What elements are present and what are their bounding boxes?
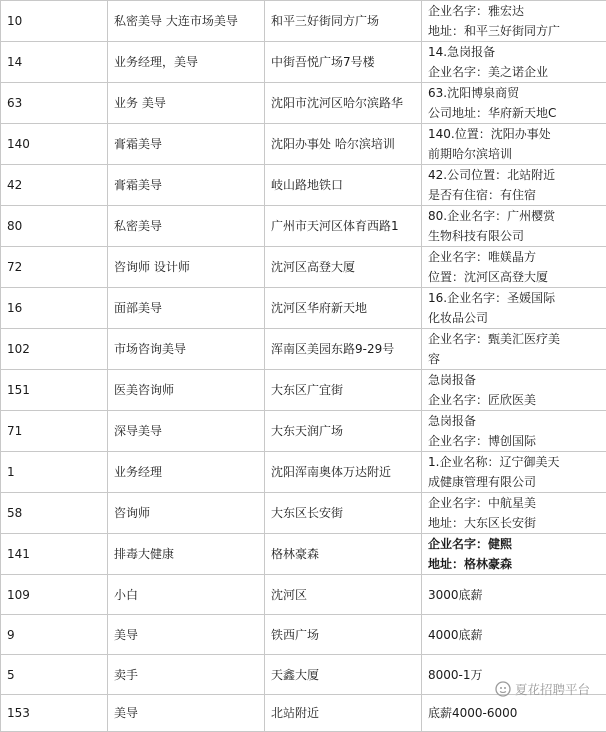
row-id-cell: 80	[1, 206, 108, 247]
info-cell	[422, 1, 606, 42]
watermark	[495, 680, 590, 698]
position-cell: 私密美导 大连市场美导	[108, 1, 265, 42]
info-line: 140.位置：沈阳办事处	[428, 124, 606, 144]
info-line: 容	[428, 349, 606, 369]
info-cell	[422, 83, 606, 124]
table-row	[1, 493, 606, 534]
location-cell: 沈阳浑南奥体万达附近	[265, 452, 422, 493]
table-row	[1, 695, 606, 732]
info-cell	[422, 534, 606, 575]
row-id-cell: 72	[1, 247, 108, 288]
info-line: 企业名字：健熙	[428, 534, 606, 554]
position-cell: 膏霜美导	[108, 165, 265, 206]
info-line: 企业名字：甄美汇医疗美	[428, 329, 606, 349]
info-cell	[422, 206, 606, 247]
location-cell: 和平三好街同方广场	[265, 1, 422, 42]
row-id-cell: 109	[1, 575, 108, 615]
info-line: 3000底薪	[428, 585, 606, 605]
info-line: 企业名字：雅宏达	[428, 1, 606, 21]
location-cell: 天鑫大厦	[265, 655, 422, 695]
info-line: 是否有住宿：有住宿	[428, 185, 606, 205]
row-id-cell: 151	[1, 370, 108, 411]
info-cell	[422, 370, 606, 411]
info-line: 企业名字：唯媄晶方	[428, 247, 606, 267]
info-line: 位置：沈河区高登大厦	[428, 267, 606, 287]
location-cell: 大东天润广场	[265, 411, 422, 452]
info-line: 63.沈阳博泉商贸	[428, 83, 606, 103]
info-line: 生物科技有限公司	[428, 226, 606, 246]
row-id-cell: 9	[1, 615, 108, 655]
row-id-cell: 102	[1, 329, 108, 370]
info-cell	[422, 247, 606, 288]
info-cell	[422, 124, 606, 165]
position-cell: 咨询师	[108, 493, 265, 534]
table-row	[1, 206, 606, 247]
row-id-cell: 58	[1, 493, 108, 534]
info-line: 前期哈尔滨培训	[428, 144, 606, 164]
position-cell: 业务 美导	[108, 83, 265, 124]
info-cell	[422, 165, 606, 206]
info-line: 企业名字：博创国际	[428, 431, 606, 451]
info-cell	[422, 42, 606, 83]
info-cell	[422, 493, 606, 534]
location-cell: 沈河区	[265, 575, 422, 615]
row-id-cell: 10	[1, 1, 108, 42]
position-cell: 业务经理	[108, 452, 265, 493]
location-cell: 沈河区高登大厦	[265, 247, 422, 288]
table-row	[1, 615, 606, 655]
table-row	[1, 411, 606, 452]
info-line: 底薪4000-6000	[428, 703, 606, 723]
table-row	[1, 165, 606, 206]
row-id-cell: 16	[1, 288, 108, 329]
info-line: 8000-1万	[428, 665, 606, 685]
info-cell	[422, 575, 606, 615]
info-line: 16.企业名字：圣媛国际	[428, 288, 606, 308]
info-line: 1.企业名称：辽宁御美天	[428, 452, 606, 472]
wechat-official-account-icon	[495, 681, 511, 697]
table-row	[1, 83, 606, 124]
position-cell: 膏霜美导	[108, 124, 265, 165]
location-cell: 大东区广宜街	[265, 370, 422, 411]
position-cell: 美导	[108, 615, 265, 655]
info-line: 企业名字：美之诺企业	[428, 62, 606, 82]
row-id-cell: 42	[1, 165, 108, 206]
location-cell: 铁西广场	[265, 615, 422, 655]
row-id-cell: 1	[1, 452, 108, 493]
table-row	[1, 575, 606, 615]
row-id-cell: 153	[1, 695, 108, 732]
info-line: 企业名字：匠欣医美	[428, 390, 606, 410]
info-cell	[422, 452, 606, 493]
position-cell: 小白	[108, 575, 265, 615]
table-row	[1, 42, 606, 83]
row-id-cell: 63	[1, 83, 108, 124]
position-cell: 美导	[108, 695, 265, 732]
info-line: 急岗报备	[428, 411, 606, 431]
location-cell: 中街吾悦广场7号楼	[265, 42, 422, 83]
table-row	[1, 534, 606, 575]
info-line: 80.企业名字：广州樱赏	[428, 206, 606, 226]
info-line: 地址：格林豪森	[428, 554, 606, 574]
location-cell: 广州市天河区体育西路1	[265, 206, 422, 247]
info-line: 地址：大东区长安街	[428, 513, 606, 533]
info-line: 14.急岗报备	[428, 42, 606, 62]
info-cell	[422, 411, 606, 452]
info-line: 化妆品公司	[428, 308, 606, 328]
location-cell: 格林豪森	[265, 534, 422, 575]
info-cell	[422, 695, 606, 732]
table-row	[1, 124, 606, 165]
location-cell: 沈河区华府新天地	[265, 288, 422, 329]
info-line: 成健康管理有限公司	[428, 472, 606, 492]
position-cell: 卖手	[108, 655, 265, 695]
info-line: 4000底薪	[428, 625, 606, 645]
info-line: 企业名字：中航星美	[428, 493, 606, 513]
location-cell: 岐山路地铁口	[265, 165, 422, 206]
position-cell: 私密美导	[108, 206, 265, 247]
row-id-cell: 140	[1, 124, 108, 165]
info-line: 42.公司位置：北站附近	[428, 165, 606, 185]
row-id-cell: 14	[1, 42, 108, 83]
info-line: 地址：和平三好街同方广	[428, 21, 606, 41]
table-row	[1, 329, 606, 370]
location-cell: 浑南区美园东路9-29号	[265, 329, 422, 370]
location-cell: 沈阳市沈河区哈尔滨路华	[265, 83, 422, 124]
row-id-cell: 141	[1, 534, 108, 575]
position-cell: 咨询师 设计师	[108, 247, 265, 288]
position-cell: 深导美导	[108, 411, 265, 452]
position-cell: 排毒大健康	[108, 534, 265, 575]
row-id-cell: 5	[1, 655, 108, 695]
position-cell: 面部美导	[108, 288, 265, 329]
table-row	[1, 288, 606, 329]
info-cell	[422, 329, 606, 370]
info-cell	[422, 288, 606, 329]
info-line: 急岗报备	[428, 370, 606, 390]
location-cell: 大东区长安街	[265, 493, 422, 534]
position-cell: 医美咨询师	[108, 370, 265, 411]
location-cell: 北站附近	[265, 695, 422, 732]
table-row	[1, 1, 606, 42]
table-row	[1, 370, 606, 411]
position-cell: 业务经理，美导	[108, 42, 265, 83]
info-cell	[422, 615, 606, 655]
watermark-text: 夏花招聘平台	[515, 680, 590, 698]
table-row	[1, 247, 606, 288]
position-cell: 市场咨询美导	[108, 329, 265, 370]
table-row	[1, 452, 606, 493]
row-id-cell: 71	[1, 411, 108, 452]
info-line: 公司地址：华府新天地C	[428, 103, 606, 123]
location-cell: 沈阳办事处 哈尔滨培训	[265, 124, 422, 165]
